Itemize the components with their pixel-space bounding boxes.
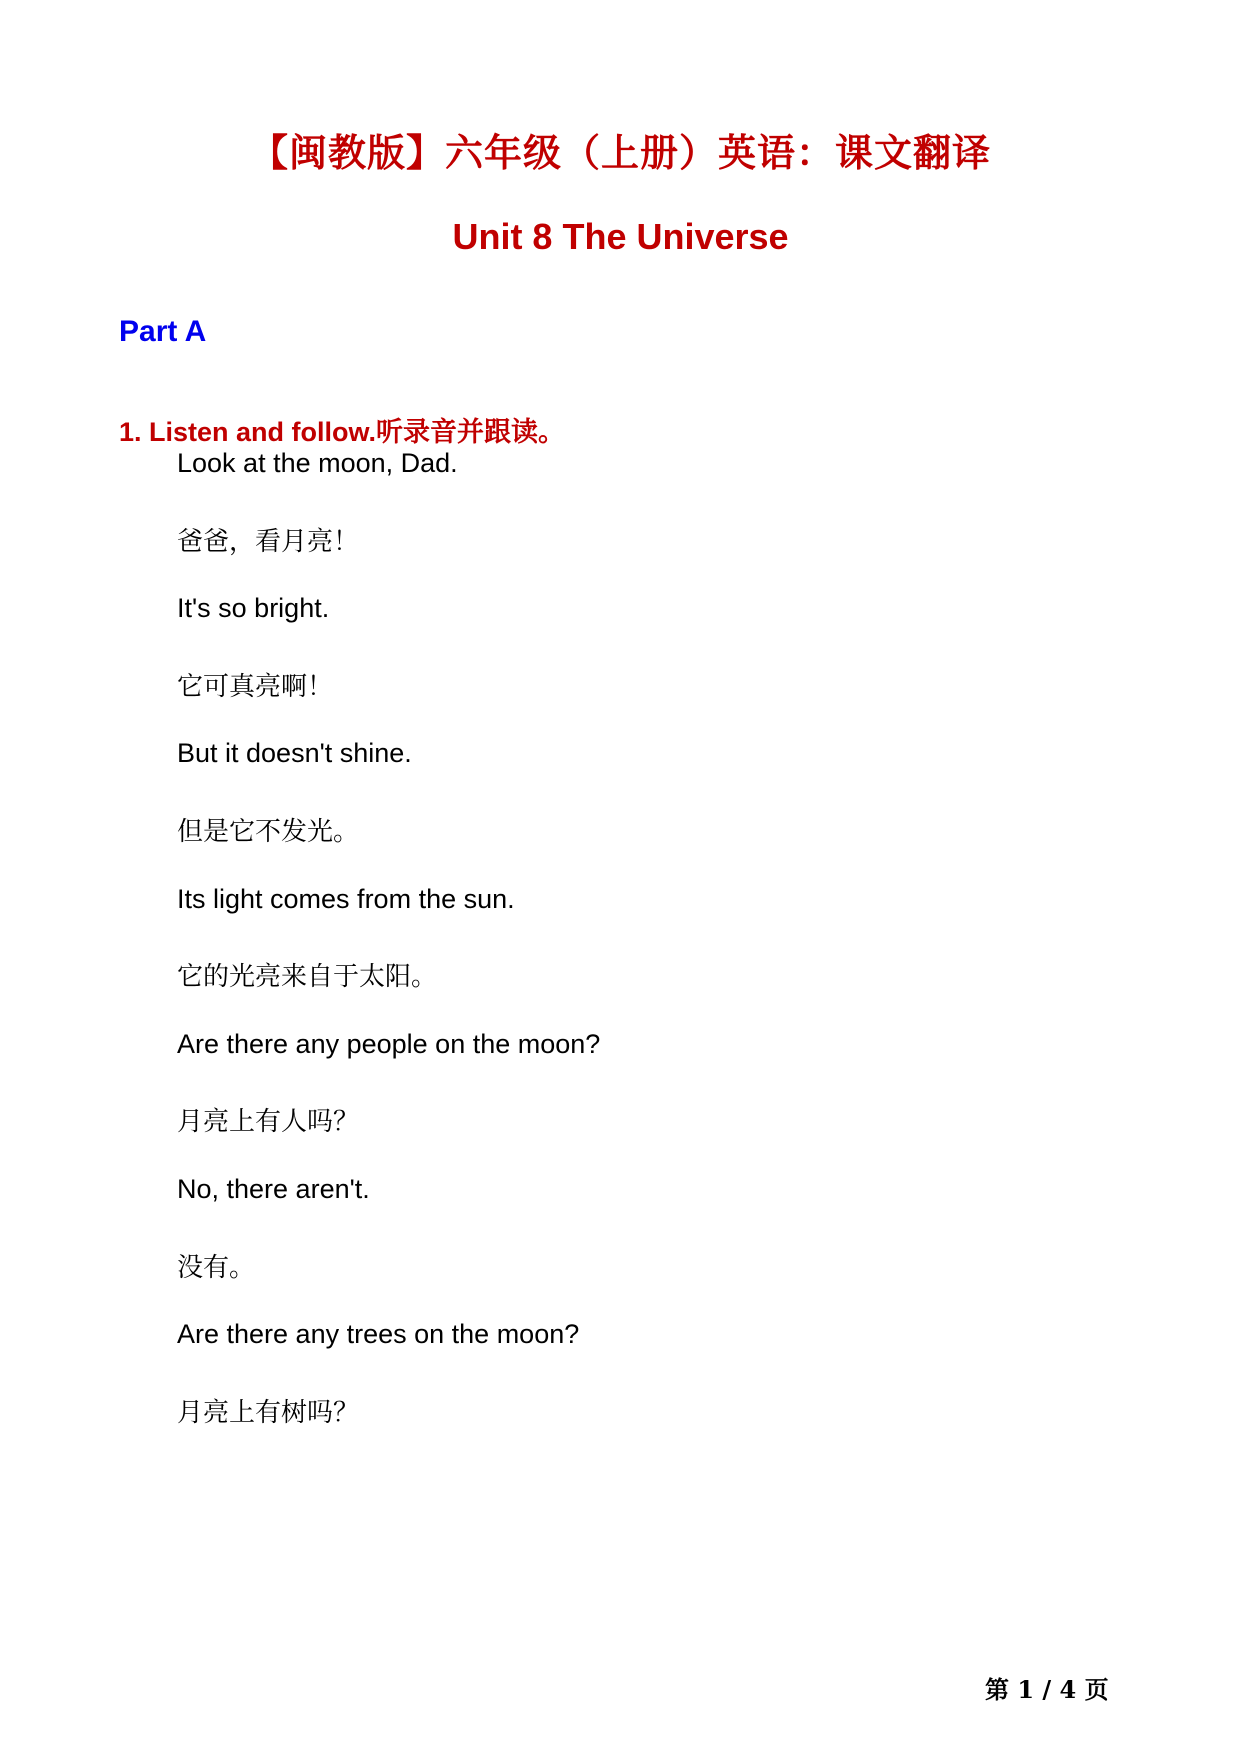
english-line: No, there aren't. xyxy=(177,1174,370,1204)
translation-line: 没有。 xyxy=(177,1253,256,1283)
english-line: Are there any people on the moon? xyxy=(177,1029,601,1059)
translation-line: 爸爸，看月亮！ xyxy=(177,527,360,557)
translation-line: 月亮上有人吗？ xyxy=(177,1107,360,1137)
part-heading: Part A xyxy=(119,315,207,348)
english-line: But it doesn't shine. xyxy=(177,738,412,768)
translation-line: 但是它不发光。 xyxy=(177,817,360,847)
translation-line: 月亮上有树吗？ xyxy=(177,1398,360,1428)
english-line: It's so bright. xyxy=(177,593,330,623)
unit-title: Unit 8 The Universe xyxy=(452,216,789,257)
english-line: Its light comes from the sun. xyxy=(177,884,515,914)
document-title: 【闽教版】六年级（上册）英语：课文翻译 xyxy=(249,131,991,175)
section-heading: 1. Listen and follow.听录音并跟读。 xyxy=(119,417,566,447)
translation-line: 它可真亮啊！ xyxy=(177,672,334,702)
page-number: 第 1 / 4 页 xyxy=(985,1675,1109,1704)
translation-line: 它的光亮来自于太阳。 xyxy=(177,962,438,992)
english-line: Are there any trees on the moon? xyxy=(177,1319,580,1349)
english-line: Look at the moon, Dad. xyxy=(177,448,458,478)
